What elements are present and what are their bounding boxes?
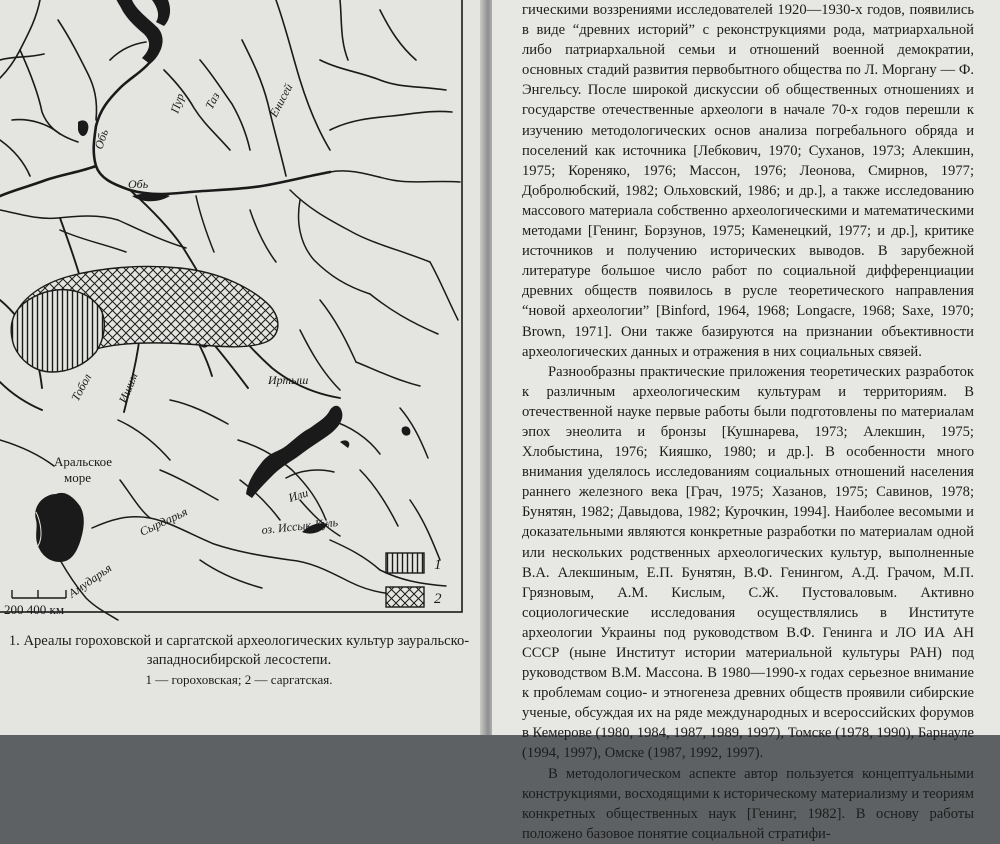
label-ob: Обь: [128, 177, 149, 191]
right-page: [492, 0, 1000, 842]
legend-swatch-2: [386, 587, 424, 607]
label-irtysh: Иртыш: [268, 373, 309, 387]
label-enisei: Енисей: [266, 81, 296, 120]
label-aral-line1: Аральское: [54, 454, 113, 469]
map-legend: [386, 553, 442, 607]
taz-gulf: [152, 0, 170, 26]
gorokhovo-area: [11, 290, 104, 372]
label-amudarya: Амударья: [65, 560, 115, 601]
label-ob-north: Обь: [91, 127, 112, 151]
figure-caption: [4, 632, 474, 689]
caption-legend: 1 — гороховская; 2 — саргатская.: [145, 672, 333, 687]
legend-swatch-1: [386, 553, 424, 573]
lake-north: [78, 120, 88, 136]
body-text: [522, 0, 974, 844]
legend-label-1: 1: [434, 557, 442, 573]
legend-label-2: 2: [434, 591, 442, 607]
scale-label: 200 400 км: [4, 602, 65, 617]
aral-sea: [35, 493, 84, 562]
label-aral-line2: море: [64, 470, 91, 485]
label-taz: Таз: [202, 89, 223, 112]
lake-balkhash: [246, 406, 342, 498]
northern-rivers: [0, 0, 452, 176]
label-issyk-kul: оз. Иссык-Куль: [260, 515, 339, 537]
paragraph-1: гическими воззрениями исследователей 1920—1930-х годов, появились в виде “древних историй” с реконструкциями рода, матриархальной либо патриархальной семьи и отношений военной демократии, основных стадий развития первобытного общества по Л. Моргану — Ф. Энгельсу. После широкой дискуссии об общественных отношениях и государстве отечественные археологи в начале 70-х годов перешли к изучению методологических основ анализа погребального обряда и поселений как источника [Лебкович, 1970; Суханов, 1973; Алекшин, 1975; Кореняко, 1976; Массон, 1976; Леонова, Смирнов, 1977; Добролюбский, 1982; Ольховский, 1986; и др.], а также исследованию массового материала собственно археологическими и математическими методами [Генинг, Борзунов, 1975; Каменецкий, 1977; и др.], критике источников и получению исторических выводов. В зарубежной литературе большое число работ по социальной дифференциации древних обществ появилось в русле теоретического направления “новой археологии” [Binford, 1964, 1968; Longacre, 1968; Saxe, 1970; Brown, 1971]. Они также базируются на признании объективности археологических данных и отражения в них социальных связей.: [522, 2, 974, 360]
label-ishim: Ишим: [115, 370, 141, 406]
archaeological-map: [0, 0, 472, 620]
ob-gulf: [118, 0, 163, 64]
scale-bar: [4, 590, 66, 617]
label-pur: Пур: [167, 91, 187, 115]
left-page: [0, 0, 486, 735]
label-syrdarya: Сырдарья: [137, 504, 190, 539]
label-ili: Или: [286, 485, 310, 505]
paragraph-3: В методологическом аспекте автор пользуется концептуальными конструкциями, восходящими к историческому материализму и теориям конкретных общественных наук [Генинг, 1982]. В основу работы положено базовое понятие социальной стратифи-: [522, 765, 975, 842]
paragraph-2: Разнообразны практические приложения теоретических разработок к различным археологическим культурам и территориям. В отечественной науке первые работы были подготовлены по материалам эпох энеолита и бронзы [Кушнарева, 1973; Алекшин, 1975; Хлобыстина, 1976; Кияшко, 1980; и др.]. В особенности много внимания уделялось исследованиям социальных отношений населения раннего железного века [Грач, 1975; Хазанов, 1975; Савинов, 1978; Бунятян, 1982; Давыдова, 1982; Курочкин, 1994]. Наиболее весомыми и доказательными являются конкретные разработки по материалам одной или нескольких родственных археологических культур, выполненные В.А. Алекшиным, Е.П. Бунятян, В.Ф. Генингом, А.Д. Грачом, М.П. Грязновым, А.М. Кислым, С.Ж. Пустоваловым. Активно социологические исследования осуществлялись в Институте археологии Украины под руководством В.Ф. Генинга и ЛО ИА АН СССР (ныне Институт истории материальной культуры РАН) под руководством В.М. Массона. В 1980—1990-х годах серьезное внимание к проблемам социо- и этногенеза древних обществ проявили сибирские ученые, обсуждая их на ряде международных и всероссийских форумов в Кемерове (1980, 1984, 1987, 1989, 1997), Томске (1978, 1990), Барнауле (1994, 1997), Омске (1987, 1992, 1997).: [522, 363, 974, 762]
label-tobol: Тобол: [68, 371, 95, 404]
caption-title: 1. Ареалы гороховской и саргатской археологических культур зауральско-западносибирской лесостепи.: [8, 633, 470, 668]
